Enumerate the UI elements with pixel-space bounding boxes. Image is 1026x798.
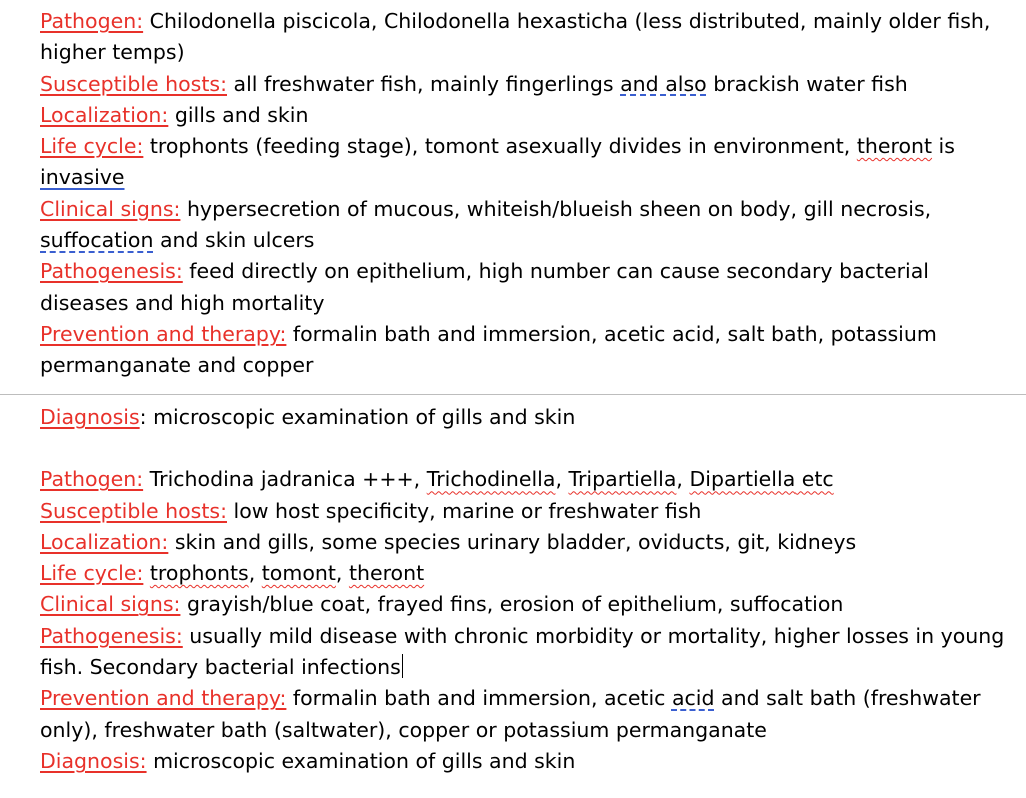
- pathogenesis-paragraph[interactable]: [40, 256, 1015, 319]
- separator: ,: [555, 467, 569, 492]
- clinical-text-end: and skin ulcers: [153, 228, 315, 253]
- grammar-flag[interactable]: invasive: [40, 165, 125, 190]
- clinical-paragraph[interactable]: [40, 589, 1015, 620]
- flag-word: etc: [795, 467, 834, 492]
- hosts-label: Susceptible hosts:: [40, 498, 227, 523]
- spelling-flag[interactable]: Trichodinella: [426, 467, 556, 492]
- localization-text: gills and skin: [168, 102, 309, 127]
- grammar-flag[interactable]: and also: [620, 71, 707, 96]
- lifecycle-text: trophonts (feeding stage), tomont asexually divides in environment,: [143, 134, 857, 159]
- clinical-label: Clinical signs:: [40, 196, 181, 221]
- prevention-label: Prevention and therapy:: [40, 321, 287, 346]
- empty-line: [40, 433, 1015, 464]
- clinical-text: grayish/blue coat, frayed fins, erosion of epithelium, suffocation: [180, 592, 844, 617]
- pathogen-label: Pathogen:: [40, 467, 144, 492]
- lifecycle-text-mid: is: [932, 134, 955, 159]
- lifecycle-paragraph[interactable]: [40, 558, 1015, 589]
- grammar-flag[interactable]: acid: [671, 686, 715, 711]
- prevention-paragraph[interactable]: [40, 319, 1015, 382]
- grammar-flag[interactable]: suffocation: [40, 228, 154, 253]
- text-cursor: [402, 654, 404, 678]
- pathogenesis-label: Pathogenesis:: [40, 623, 183, 648]
- diagnosis-text: : microscopic examination of gills and skin: [139, 405, 576, 429]
- hosts-label: Susceptible hosts:: [40, 71, 227, 96]
- diagnosis-label: Diagnosis: [40, 405, 140, 429]
- pathogenesis-text: usually mild disease with chronic morbidity or mortality, higher losses in young fish. Secondary bacterial infections: [40, 623, 1005, 680]
- prevention-text: formalin bath and immersion, acetic acid, salt bath, potassium permanganate and copper: [40, 321, 937, 378]
- clinical-text: hypersecretion of mucous, whiteish/blueish sheen on body, gill necrosis,: [180, 196, 932, 221]
- prevention-label: Prevention and therapy:: [40, 686, 287, 711]
- lifecycle-paragraph[interactable]: [40, 131, 1015, 194]
- lifecycle-label: Life cycle:: [40, 561, 144, 586]
- separator: ,: [676, 467, 690, 492]
- localization-label: Localization:: [40, 529, 169, 554]
- spelling-flag[interactable]: trophonts: [149, 561, 249, 586]
- pathogen-text: Trichodina jadranica +++,: [143, 467, 427, 492]
- flag-word: Dipartiella: [689, 467, 796, 492]
- hosts-paragraph[interactable]: [40, 69, 1015, 100]
- separator: ,: [335, 561, 349, 586]
- spelling-flag[interactable]: [689, 467, 833, 491]
- pathogenesis-paragraph[interactable]: [40, 621, 1015, 684]
- localization-paragraph[interactable]: [40, 527, 1015, 558]
- spelling-flag[interactable]: Tripartiella: [568, 467, 677, 492]
- separator: ,: [248, 561, 262, 586]
- pathogen-paragraph[interactable]: [40, 464, 1015, 495]
- localization-text: skin and gills, some species urinary bladder, oviducts, git, kidneys: [168, 529, 857, 554]
- pathogenesis-label: Pathogenesis:: [40, 259, 183, 284]
- hosts-paragraph[interactable]: [40, 496, 1015, 527]
- hosts-text-end: brackish water fish: [706, 71, 908, 96]
- clinical-paragraph[interactable]: [40, 194, 1015, 257]
- lifecycle-label: Life cycle:: [40, 134, 144, 159]
- hosts-text: low host specificity, marine or freshwater fish: [227, 498, 702, 523]
- hosts-text: all freshwater fish, mainly fingerlings: [227, 71, 621, 96]
- diagnosis-text: microscopic examination of gills and skin: [146, 748, 576, 773]
- diagnosis-paragraph[interactable]: [40, 402, 1015, 433]
- document-page-2: [40, 402, 1015, 777]
- localization-paragraph[interactable]: [40, 100, 1015, 131]
- clinical-label: Clinical signs:: [40, 592, 181, 617]
- prevention-text: formalin bath and immersion, acetic: [286, 686, 672, 711]
- prevention-text-end: and salt bath (freshwater only), freshwater bath (saltwater), copper or potassium permanganate: [40, 686, 981, 742]
- pathogen-text: Chilodonella piscicola, Chilodonella hexasticha (less distributed, mainly older fish, higher temps): [40, 9, 991, 65]
- diagnosis-paragraph[interactable]: [40, 746, 1015, 777]
- pathogen-paragraph[interactable]: [40, 6, 1015, 69]
- spelling-flag[interactable]: theront: [856, 134, 933, 159]
- prevention-paragraph[interactable]: [40, 683, 1015, 746]
- page-break-divider: [0, 394, 1026, 395]
- spelling-flag[interactable]: tomont: [261, 561, 336, 586]
- pathogenesis-text: feed directly on epithelium, high number can cause secondary bacterial diseases and high mortality: [40, 259, 929, 315]
- spelling-flag[interactable]: theront: [348, 561, 425, 586]
- diagnosis-label: Diagnosis:: [40, 748, 147, 773]
- pathogen-label: Pathogen:: [40, 9, 144, 33]
- localization-label: Localization:: [40, 102, 169, 127]
- document-page-1: [40, 6, 1015, 382]
